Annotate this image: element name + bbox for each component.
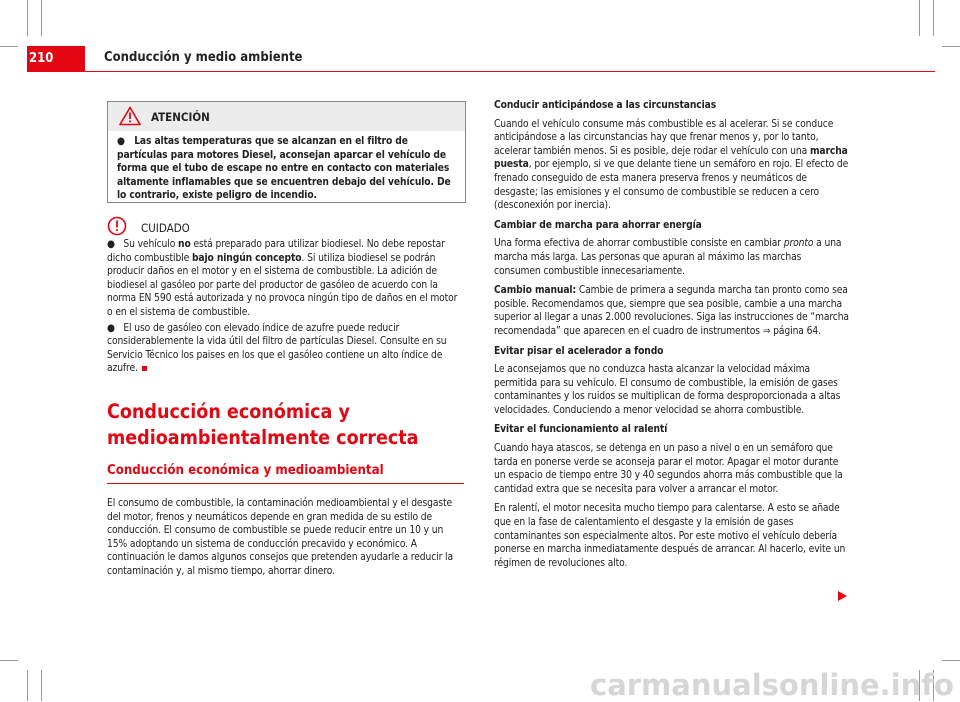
paragraph-idle-2: En ralentí, el motor necesita mucho tiempo para calentarse. A esto se añade que en la fase de calentamiento el desgaste y la emisión de gases contaminantes son especialmente altos. Por este motivo el vehículo debería ponerse en marcha inmediatamente después de arrancar. Al hacerlo, evite un régimen de revoluciones alto.	[494, 503, 846, 569]
warning-triangle-icon	[119, 106, 141, 126]
paragraph-manual-gearbox: Cambio manual: Cambie de primera a segunda marcha tan pronto como sea posible. Recomendamos que, siempre que sea posible, cambie a una marcha superior al llegar a unas 2.000 revoluciones. Siga las instrucciones de “marcha recomendada” que aparecen en el cuadro de instrumentos ⇒ página 64.	[494, 285, 849, 337]
header-rule	[85, 71, 935, 72]
attention-box	[107, 101, 466, 203]
paragraph-anticipate: Cuando el vehículo consume más combustible es al acelerar. Si se conduce anticipándose a las circunstancias hay que frenar menos y, por lo tanto, acelerar también menos. Si es posible, deje rodar el vehículo con una marcha puesta, por ejemplo, si ve que delante tiene un semáforo en rojo. El efecto de frenado conseguido de esta manera preserva frenos y neumáticos de desgaste; las emisiones y el consumo de combustible se reducen a cero (desconexión por inercia).	[494, 118, 849, 212]
bullet-dot: ●	[117, 136, 125, 147]
caution-body	[107, 238, 464, 376]
section-subtitle: Conducción económica y medioambiental	[107, 463, 384, 478]
caution-icon	[107, 216, 127, 236]
continue-arrow-icon	[838, 591, 847, 601]
attention-header	[108, 102, 465, 131]
paragraph-idle-1: Cuando haya atascos, se detenga en un paso a nivel o en un semáforo que tarda en ponerse verde se aconseja parar el motor. Apagar el motor durante un espacio de tiempo entre 30 y 40 segundos ahorra más combustible que la cantidad extra que se necesita para volver a arrancar el motor.	[494, 443, 843, 495]
attention-body	[108, 131, 465, 203]
caution-bullet-1: ● Su vehículo no está preparado para utilizar biodiesel. No debe repostar dicho combustible bajo ningún concepto. Si utiliza biodiesel se podrán producir daños en el motor y en el sistema de combustible. La adición de biodiesel al gasóleo por parte del productor de gasóleo de acuerdo con la norma EN 590 está autorizada y no provoca ningún tipo de daños en el motor o en el sistema de combustible.	[107, 239, 458, 318]
attention-title: ATENCIÓN	[151, 110, 210, 124]
attention-text: Las altas temperaturas que se alcanzan en el filtro de partículas para motores Diesel, aconsejan aparcar el vehículo de forma que el tubo de escape no entre en contacto con materiales altamente inflamables que se encuentren debajo del vehículo. De lo contrario, existe peligro de incendio.	[117, 136, 451, 202]
running-header-title: Conducción y medio ambiente	[104, 50, 303, 65]
heading-throttle: Evitar pisar el acelerador a fondo	[494, 345, 664, 357]
section-intro: El consumo de combustible, la contaminación medioambiental y el desgaste del motor, frenos y neumáticos depende en gran medida de su estilo de conducción. El consumo de combustible se puede reducir entre un 10 y un 15% adoptando un sistema de conducción precavido y económico. A continuación le damos algunos consejos que pretenden ayudarle a reducir la contaminación y, al mismo tiempo, ahorrar dinero.	[107, 498, 454, 577]
section-title: Conducción económica y medioambientalmente correcta	[107, 400, 419, 449]
heading-anticipate: Conducir anticipándose a las circunstancias	[494, 100, 717, 111]
end-marker-icon	[142, 366, 147, 371]
subtitle-rule	[107, 483, 464, 484]
heading-idle: Evitar el funcionamiento al ralentí	[494, 424, 668, 436]
page-number: 210	[29, 51, 54, 66]
caution-bullet-2: ● El uso de gasóleo con elevado índice de azufre puede reducir considerablemente la vida útil del filtro de partículas Diesel. Consulte en su Servicio Técnico los paises en los que el gasóleo contiene un alto índice de azufre.	[107, 322, 447, 375]
paragraph-throttle: Le aconsejamos que no conduzca hasta alcanzar la velocidad máxima permitida para su vehículo. El consumo de combustible, la emisión de gases contaminantes y los ruidos se multiplican de forma desproporcionada a altas velocidades. Conduciendo a menor velocidad se ahorra combustible.	[494, 364, 841, 416]
heading-gear-change: Cambiar de marcha para ahorrar energía	[494, 219, 702, 231]
caution-title: CUIDADO	[141, 221, 190, 235]
watermark: carmanualsonline.info	[590, 668, 954, 702]
paragraph-gear-change: Una forma efectiva de ahorrar combustible consiste en cambiar pronto a una marcha más larga. Las personas que apuran al máximo las marchas consumen combustible innecesariamente.	[494, 238, 842, 277]
right-column	[494, 99, 850, 570]
